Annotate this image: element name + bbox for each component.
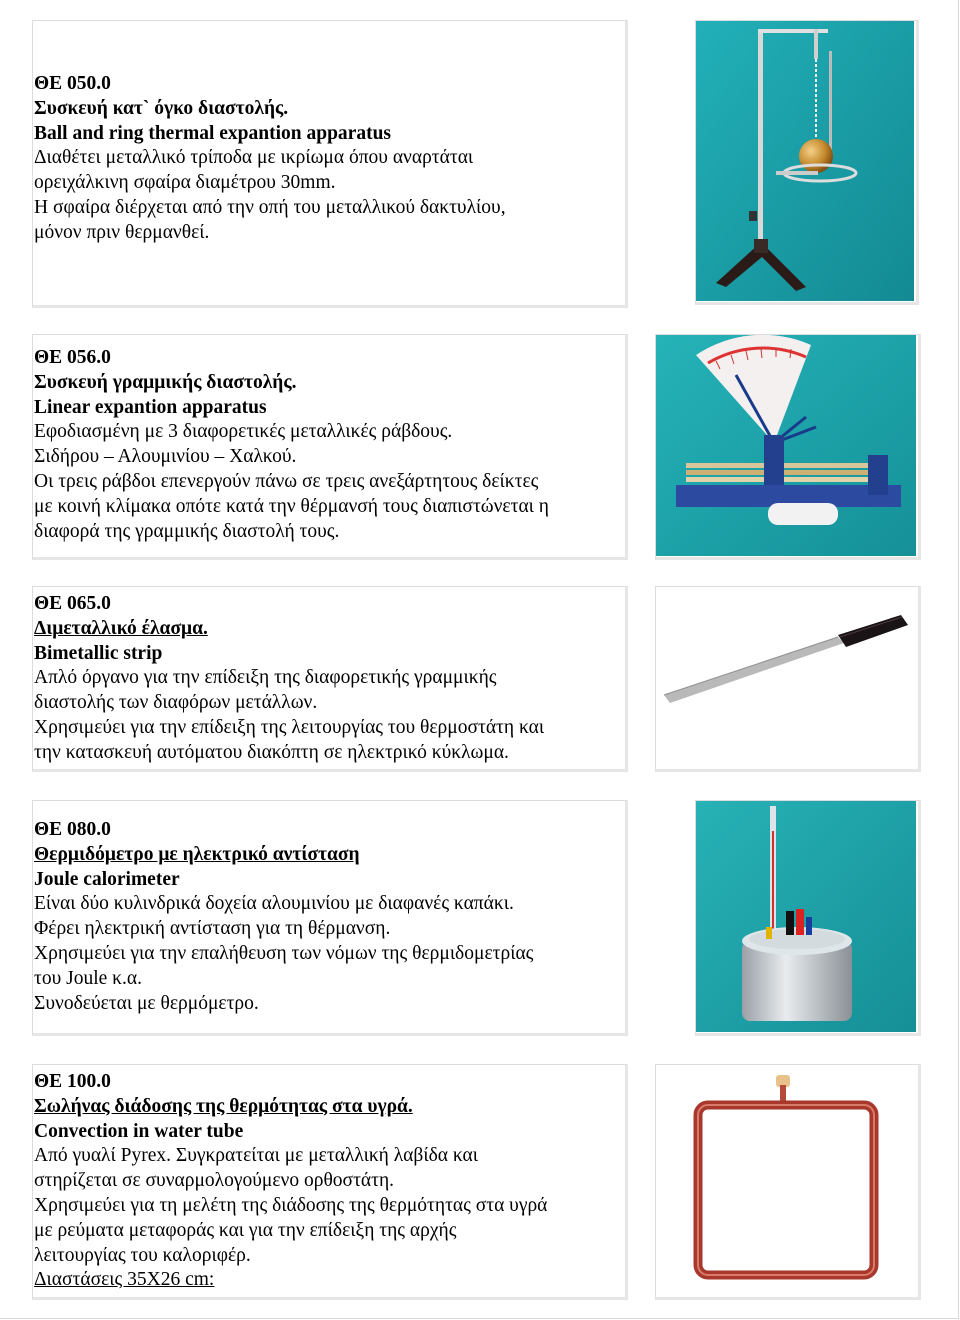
product-title-en: Ball and ring thermal expantion apparatus [34, 122, 392, 144]
description-line: Διαθέτει μεταλλικό τρίποδα με ικρίωμα όπου αναρτάται [34, 147, 474, 169]
product-code: ΘΕ 050.0 [34, 73, 111, 94]
product-code: ΘΕ 100.0 [34, 1071, 111, 1092]
description-line: διαφορά της γραμμικής διαστολή τους. [34, 520, 340, 542]
description-line: Η σφαίρα διέρχεται από την οπή του μεταλλικού δακτυλίου, [34, 196, 506, 218]
description-line: ορειχάλκινη σφαίρα διαμέτρου 30mm. [34, 172, 336, 194]
description-line: με ρεύματα μεταφοράς και για την επίδειξη της αρχής [34, 1219, 457, 1241]
product-title-gr: Σωλήνας διάδοσης της θερμότητας στα υγρά. [34, 1095, 413, 1117]
description-line: λειτουργίας του καλοριφέρ. [34, 1244, 251, 1266]
description-line: διαστολής των διαφόρων μετάλλων. [34, 692, 318, 714]
description-line: στηρίζεται σε συναρμολογούμενο ορθοστάτη. [34, 1170, 395, 1192]
description-line: Συνοδεύεται με θερμόμετρο. [34, 992, 259, 1014]
description-line: Χρησιμεύει για τη μελέτη της διάδοσης της θερμότητας στα υγρά [34, 1194, 548, 1216]
description-line: Εφοδιασμένη με 3 διαφορετικές μεταλλικές ράβδους. [34, 421, 453, 443]
product-title-gr: Συσκευή γραμμικής διαστολής. [34, 371, 297, 393]
product-code: ΘΕ 080.0 [34, 819, 111, 840]
product-title-en: Joule calorimeter [34, 868, 180, 890]
description-line: Φέρει ηλεκτρική αντίσταση για τη θέρμανση. [34, 918, 391, 940]
description-line: Διαστάσεις 35Χ26 cm: [34, 1269, 215, 1291]
description-line: με κοινή κλίμακα οπότε κατά την θέρμανσή τους διαπιστώνεται η [34, 495, 549, 517]
linear-expansion-apparatus-photo [655, 334, 921, 560]
description-line: Σιδήρου – Αλουμινίου – Χαλκού. [34, 446, 297, 468]
product-title-gr: Θερμιδόμετρο με ηλεκτρικό αντίσταση [34, 843, 360, 865]
description-line: Χρησιμεύει για την επαλήθευση των νόμων της θερμιδομετρίας [34, 942, 534, 964]
description-line: Οι τρεις ράβδοι επενεργούν πάνω σε τρεις ανεξάρτητους δείκτες [34, 470, 539, 492]
convection-tube-photo [655, 1064, 921, 1300]
description-line: Είναι δύο κυλινδρικά δοχεία αλουμινίου με διαφανές καπάκι. [34, 893, 514, 915]
product-code: ΘΕ 056.0 [34, 347, 111, 368]
product-title-gr: Συσκευή κατ` όγκο διαστολής. [34, 97, 289, 119]
description-line: Από γυαλί Pyrex. Συγκρατείται με μεταλλική λαβίδα και [34, 1145, 478, 1167]
description-line: Απλό όργανο για την επίδειξη της διαφορετικής γραμμικής [34, 667, 497, 689]
description-line: την κατασκευή αυτόματου διακόπτη σε ηλεκτρικό κύκλωμα. [34, 741, 509, 763]
product-title-en: Linear expantion apparatus [34, 396, 267, 418]
description-line: του Joule κ.α. [34, 967, 142, 989]
bimetallic-strip-photo [655, 586, 921, 772]
product-code: ΘΕ 065.0 [34, 593, 111, 614]
description-line: Χρησιμεύει για την επίδειξη της λειτουργίας του θερμοστάτη και [34, 716, 545, 738]
product-title-gr: Διμεταλλικό έλασμα. [34, 617, 208, 639]
product-title-en: Bimetallic strip [34, 642, 163, 664]
product-title-en: Convection in water tube [34, 1120, 244, 1142]
joule-calorimeter-photo [695, 800, 921, 1036]
ball-and-ring-apparatus-photo [695, 20, 919, 305]
description-line: μόνον πριν θερμανθεί. [34, 221, 210, 243]
